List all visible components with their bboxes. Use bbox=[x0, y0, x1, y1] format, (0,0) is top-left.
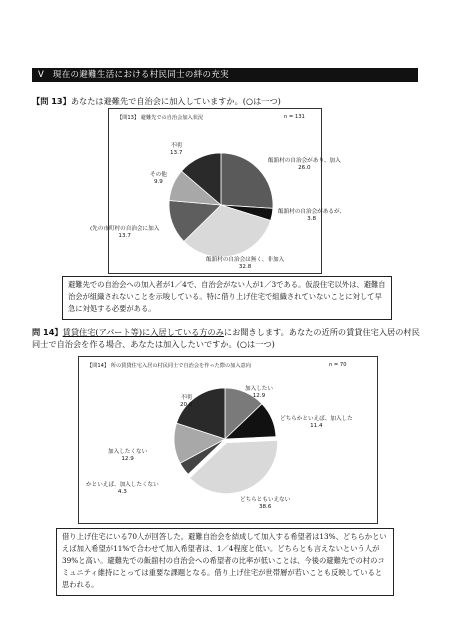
chart-14-label-fumei: 不明 20.0 bbox=[180, 395, 193, 408]
question-13-label: 【問 13】 bbox=[32, 96, 71, 106]
commentary-14: 借り上げ住宅にいる70人が回答した。避難自治会を結成して加入する希望者は13%、どちらかといえば加入希望が11%で合わせて加入希望者は、1／4程度と低い。どちらとも言えないという人が39%と高い。避難先での飯舘村の自治会への希望者の比率が低いことは、今後の避難先での村のコミュニティ維持にとっては重要な課題となる。借り上げ住宅が世帯層が若いことも反映していると思われる。 bbox=[56, 528, 394, 596]
chart-14-label-kanyu: 加入したい 12.9 bbox=[245, 386, 273, 399]
question-13-text: あなたは避難先で自治会に加入していますか。(○は一つ) bbox=[70, 96, 281, 106]
chart-14-title: 【問14】 所の賃貸住宅入居の村民同士で自治会を作った際の加入意向 bbox=[87, 363, 251, 369]
chart-13-label-saki: (先の市町村の自治会に加入 13.7 bbox=[90, 226, 160, 239]
question-14-text: にお聞きします。あなたの近所の賃貸住宅入居の村民同士で自治会を作る場合、あなたは加入したいですか。(○は一つ) bbox=[32, 327, 420, 349]
question-14-underlined: 賃貸住宅(アパート等)に入居している方のみ bbox=[62, 327, 224, 337]
chart-13-title: 【問13】 避難先での自治会加入状況 bbox=[117, 115, 204, 121]
section-header: Ⅴ 現在の避難生活における村民同士の絆の充実 bbox=[32, 68, 418, 82]
chart-13-n: n = 131 bbox=[284, 114, 305, 120]
chart-13-label-fumei: 不明 13.7 bbox=[170, 143, 183, 156]
chart-14-label-dochira-tomo: どちらともいえない 38.6 bbox=[240, 497, 291, 510]
question-14-label: 問 14】 bbox=[32, 327, 63, 337]
chart-13-label-kanyu: 飯舘村の自治会があり、加入 26.0 bbox=[268, 158, 341, 171]
chart-13-label-sonota: その他 9.9 bbox=[150, 172, 167, 185]
chart-14-label-kanyu-shitakunai: 加入したくない 12.9 bbox=[108, 449, 148, 462]
chart-13-label-arugo: 飯舘村の自治会があるが、 3.8 bbox=[278, 209, 346, 222]
commentary-13: 避難先での自治会への加入者が1／4で、自治会がない人が1／3である。仮設住宅以外は、避難自治会が組織されないことを示唆している。特に借り上げ住宅で組織されていないことに対して早急に対処する必要がある。 bbox=[62, 276, 392, 320]
chart-14-label-dochira-kanyu: どちらかといえば、加入した 11.4 bbox=[280, 416, 353, 429]
chart-14-label-dochira-shitakunai: かといえば、加入したくない 4.3 bbox=[86, 482, 159, 495]
chart-14-n: n = 70 bbox=[329, 362, 347, 368]
chart-13-label-nashi: 飯舘村の自治会は無く、非加入 32.8 bbox=[206, 257, 285, 270]
